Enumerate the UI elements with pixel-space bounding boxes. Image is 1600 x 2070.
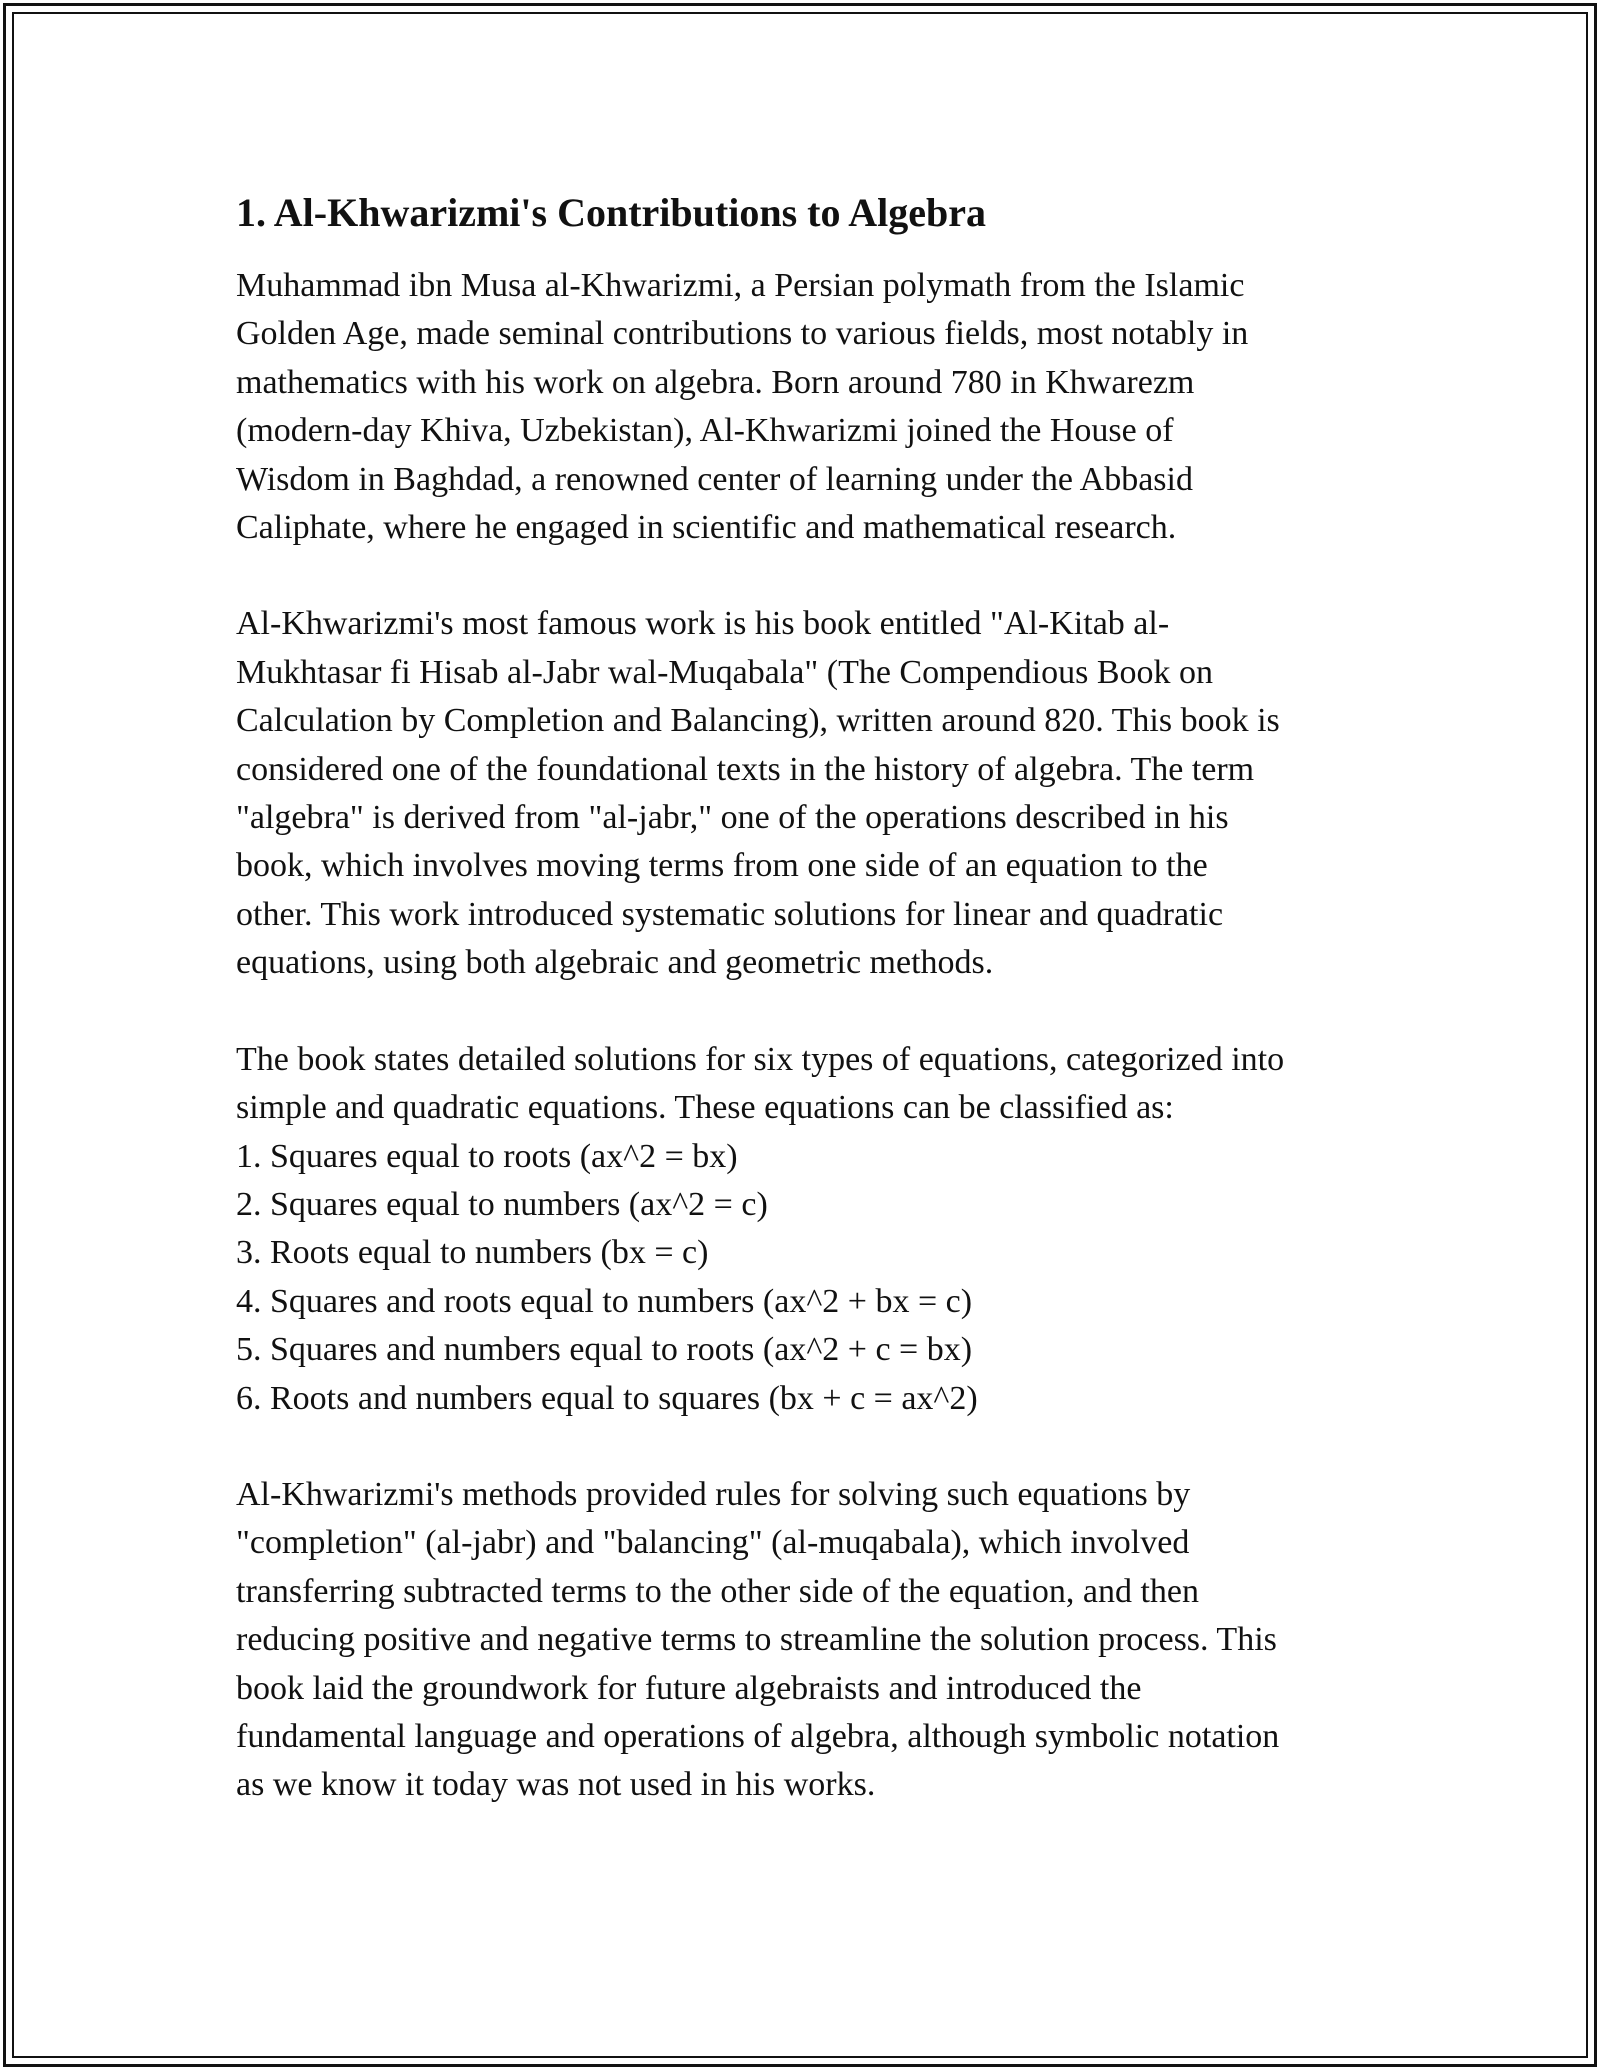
paragraph-methods: Al-Khwarizmi's methods provided rules for solving such equations by "completion" (al-jabr) and "balancing" (al-muqabala), which involved transferring subtracted terms to the other side of the equation, and then reducing positive and negative terms to streamline the solution process. This book laid the groundwork for future algebraists and introduced the fundamental language and operations of algebra, although symbolic notation as we know it today was not used in his works. bbox=[236, 1475, 1280, 1804]
equation-type-item: 5. Squares and numbers equal to roots (ax^2 + c = bx) bbox=[236, 1331, 973, 1369]
paragraph-book: Al-Khwarizmi's most famous work is his book entitled "Al-Kitab al- Mukhtasar fi Hisab al-Jabr wal-Muqabala" (The Compendious Book on Calculation by Completion and Balancing), written around 820. This book is considered one of the foundational texts in the history of algebra. The term "algebra" is derived from "al-jabr," one of the operations described in his book, which involves moving terms from one side of an equation to the other. This work introduced systematic solutions for linear and quadratic equations, using both algebraic and geometric methods. bbox=[236, 605, 1280, 982]
equation-type-item: 3. Roots equal to numbers (bx = c) bbox=[236, 1234, 709, 1272]
equation-type-item: 4. Squares and roots equal to numbers (ax^2 + bx = c) bbox=[236, 1282, 973, 1320]
paragraph-equation-intro: The book states detailed solutions for six types of equations, categorized into simple and quadratic equations. These equations can be classified as: bbox=[236, 1040, 1285, 1127]
equation-type-list bbox=[236, 1133, 1386, 1423]
equation-type-item: 1. Squares equal to roots (ax^2 = bx) bbox=[236, 1137, 738, 1175]
equation-type-item: 2. Squares equal to numbers (ax^2 = c) bbox=[236, 1185, 768, 1223]
paragraph-intro: Muhammad ibn Musa al-Khwarizmi, a Persian polymath from the Islamic Golden Age, made seminal contributions to various fields, most notably in mathematics with his work on algebra. Born around 780 in Khwarezm (modern-day Khiva, Uzbekistan), Al-Khwarizmi joined the House of Wisdom in Baghdad, a renowned center of learning under the Abbasid Caliphate, where he engaged in scientific and mathematical research. bbox=[236, 267, 1249, 547]
section-title: 1. Al-Khwarizmi's Contributions to Algebra bbox=[236, 190, 987, 235]
document-body bbox=[236, 186, 1386, 1858]
equation-type-item: 6. Roots and numbers equal to squares (bx + c = ax^2) bbox=[236, 1379, 978, 1417]
